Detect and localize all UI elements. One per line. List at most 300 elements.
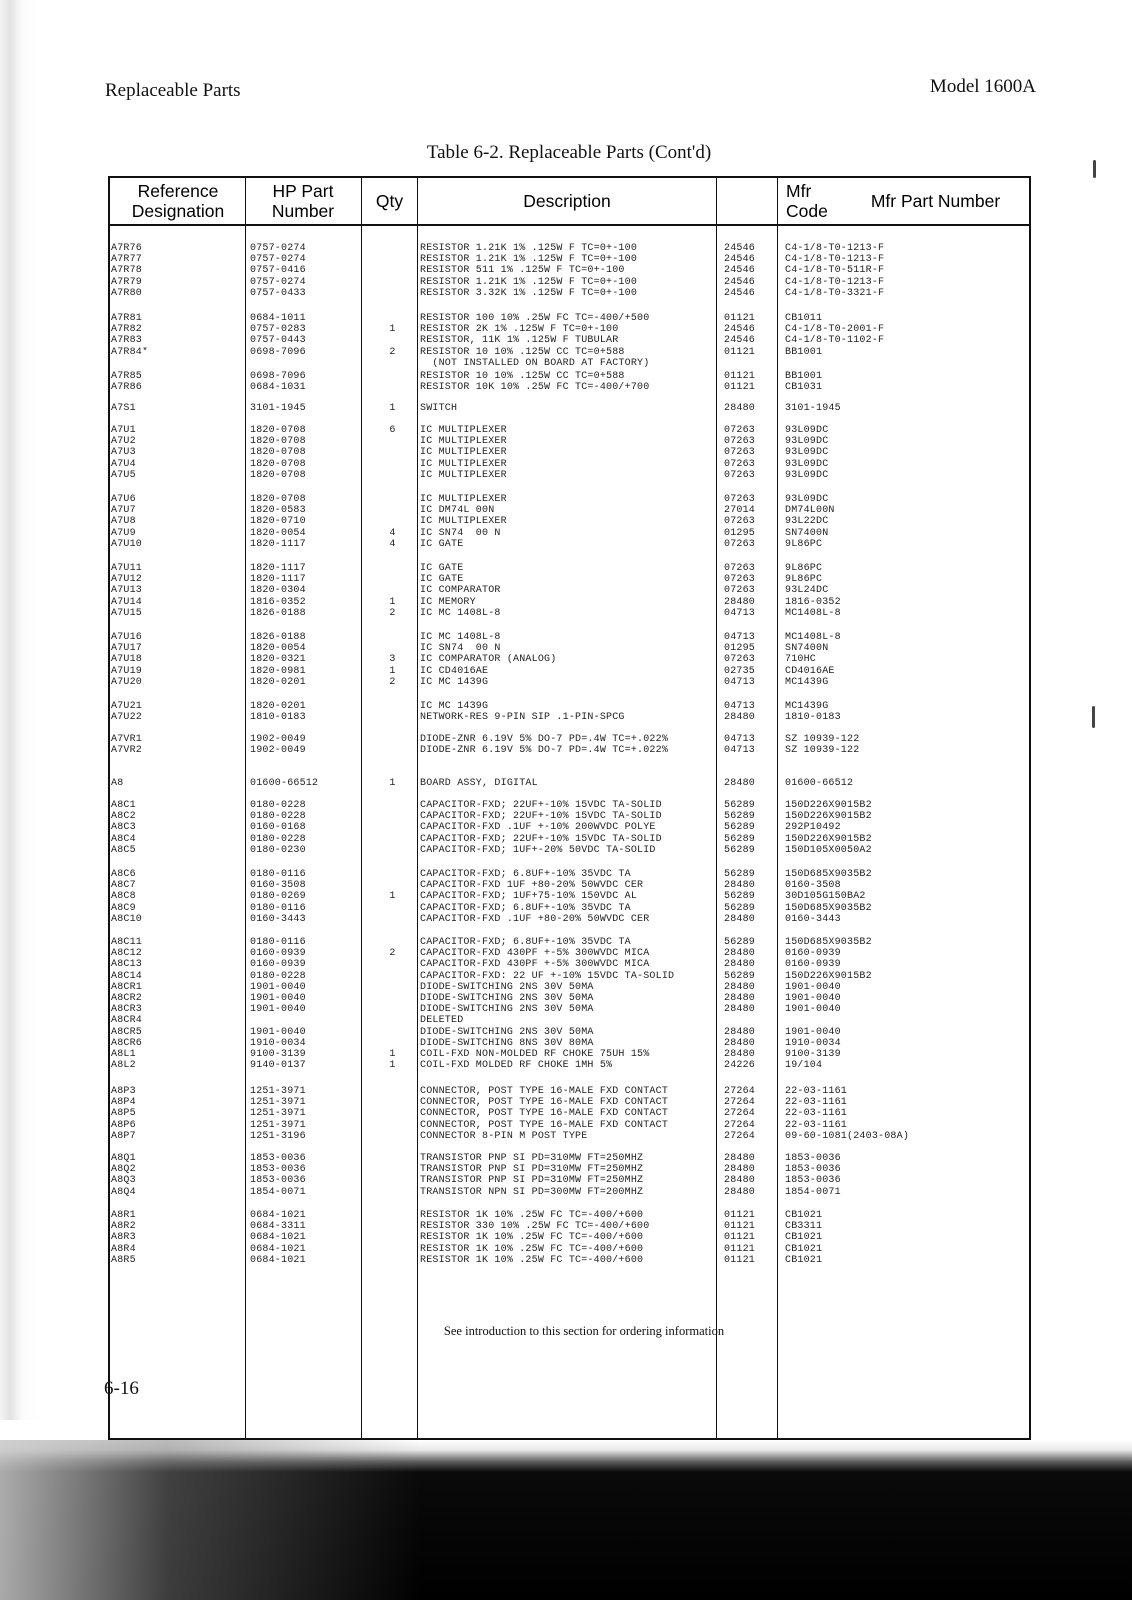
mfr-code: 01121 bbox=[724, 382, 756, 394]
description: CAPACITOR-FXD .1UF +80-20% 50WVDC CER bbox=[420, 913, 650, 925]
ref-designation: A8C14 bbox=[111, 970, 143, 982]
mfr-part-number: BB1001 bbox=[785, 346, 823, 358]
description: IC GATE bbox=[420, 538, 464, 550]
description: RESISTOR 1.21K 1% .125W F TC=0+-100 bbox=[420, 243, 638, 254]
qty: 1 bbox=[389, 778, 396, 789]
ref-designation: A8C9 bbox=[111, 902, 136, 914]
col-header-description: Description bbox=[523, 191, 611, 211]
mfr-code: 04713 bbox=[724, 745, 756, 757]
hp-part-number: 0180-0228 bbox=[250, 970, 306, 982]
scan-edge-shadow bbox=[0, 1440, 1132, 1600]
ref-designation: A8C2 bbox=[111, 811, 136, 823]
hp-part-number: 0698-7096 bbox=[250, 371, 306, 382]
mfr-code: 07263 bbox=[724, 538, 756, 550]
description: IC MULTIPLEXER bbox=[420, 458, 507, 470]
description: IC SN74 00 N bbox=[420, 643, 501, 655]
hp-part-number: 0684-1011 bbox=[250, 313, 306, 324]
hp-part-number: 1901-0040 bbox=[250, 981, 306, 993]
ref-designation: A8C6 bbox=[111, 869, 136, 880]
description: RESISTOR 1K 10% .25W FC TC=-400/+600 bbox=[420, 1243, 644, 1255]
description: IC DM74L 00N bbox=[420, 505, 495, 517]
description: CONNECTOR, POST TYPE 16-MALE FXD CONTACT bbox=[420, 1119, 669, 1131]
mfr-code: 07263 bbox=[724, 447, 756, 459]
mfr-part-number: CB1021 bbox=[785, 1254, 823, 1266]
ref-designation: A7U8 bbox=[111, 516, 136, 528]
hp-part-number: 1251-3971 bbox=[250, 1086, 306, 1097]
hp-part-number: 9140-0137 bbox=[250, 1060, 306, 1072]
mfr-part-number: 1901-0040 bbox=[785, 1026, 841, 1038]
mfr-part-number: 19/104 bbox=[785, 1060, 823, 1072]
mfr-part-number: C4-1/8-T0-1213-F bbox=[785, 276, 885, 288]
mfr-part-number: 9L86PC bbox=[785, 538, 823, 550]
mfr-code: 56289 bbox=[724, 869, 756, 880]
description: IC MC 1408L-8 bbox=[420, 607, 501, 619]
description: CAPACITOR-FXD; 6.8UF+-10% 35VDC TA bbox=[420, 902, 631, 914]
hp-part-number: 9100-3139 bbox=[250, 1048, 306, 1060]
ref-designation: A8P5 bbox=[111, 1108, 136, 1120]
header-rule bbox=[110, 224, 1029, 226]
description: (NOT INSTALLED ON BOARD AT FACTORY) bbox=[420, 357, 650, 369]
description: IC MC 1408L-8 bbox=[420, 632, 501, 643]
mfr-code: 28480 bbox=[724, 880, 756, 892]
hp-part-number: 1820-0583 bbox=[250, 505, 306, 517]
mfr-code: 01295 bbox=[724, 527, 756, 539]
qty: 1 bbox=[389, 891, 396, 903]
mfr-code: 56289 bbox=[724, 902, 756, 914]
model-header: Model 1600A bbox=[929, 76, 1036, 97]
description: IC MULTIPLEXER bbox=[420, 436, 507, 448]
hp-part-number: 1251-3971 bbox=[250, 1119, 306, 1131]
ref-designation: A7R79 bbox=[111, 276, 143, 288]
description: RESISTOR 511 1% .125W F TC=0+-100 bbox=[420, 265, 625, 277]
description: CAPACITOR-FXD; 1UF+75-10% 150VDC AL bbox=[420, 891, 638, 903]
ref-designation: A8CR3 bbox=[111, 1004, 143, 1016]
ref-designation: A7U13 bbox=[111, 585, 143, 597]
mfr-code: 56289 bbox=[724, 822, 756, 834]
mfr-part-number: 9100-3139 bbox=[785, 1048, 841, 1060]
mfr-code: 07263 bbox=[724, 585, 756, 597]
mfr-code: 24546 bbox=[724, 335, 756, 347]
mfr-code: 56289 bbox=[724, 891, 756, 903]
mfr-code: 28480 bbox=[724, 981, 756, 993]
qty: 1 bbox=[389, 596, 396, 608]
description: CAPACITOR-FXD; 6.8UF+-10% 35VDC TA bbox=[420, 869, 631, 880]
scan-mark bbox=[1092, 706, 1095, 728]
hp-part-number: 1820-0708 bbox=[250, 458, 306, 470]
ref-designation: A8C5 bbox=[111, 844, 136, 856]
mfr-part-number: 1853-0036 bbox=[785, 1175, 841, 1187]
mfr-code: 01121 bbox=[724, 1210, 756, 1221]
qty: 1 bbox=[389, 1048, 396, 1060]
description: DIODE-ZNR 6.19V 5% DO-7 PD=.4W TC=+.022% bbox=[420, 734, 669, 745]
description: DIODE-SWITCHING 2NS 30V 50MA bbox=[420, 1026, 594, 1038]
hp-part-number: 1901-0040 bbox=[250, 1026, 306, 1038]
qty: 6 bbox=[389, 425, 396, 436]
ref-designation: A7U21 bbox=[111, 701, 143, 712]
hp-part-number: 1820-0054 bbox=[250, 527, 306, 539]
col-header-hp-part: HP Part Number bbox=[271, 181, 335, 221]
mfr-part-number: 3101-1945 bbox=[785, 403, 841, 414]
ref-designation: A7R82 bbox=[111, 324, 143, 336]
description: RESISTOR 1K 10% .25W FC TC=-400/+600 bbox=[420, 1210, 644, 1221]
hp-part-number: 0757-0433 bbox=[250, 287, 306, 299]
hp-part-number: 1820-1117 bbox=[250, 538, 306, 550]
mfr-code: 28480 bbox=[724, 948, 756, 960]
mfr-code: 28480 bbox=[724, 403, 756, 414]
ref-designation: A8L2 bbox=[111, 1060, 136, 1072]
col-header-qty: Qty bbox=[375, 191, 404, 211]
mfr-code: 07263 bbox=[724, 494, 756, 505]
mfr-code: 27264 bbox=[724, 1108, 756, 1120]
mfr-part-number: 1853-0036 bbox=[785, 1153, 841, 1164]
description: RESISTOR 10K 10% .25W FC TC=-400/+700 bbox=[420, 382, 650, 394]
ref-designation: A7U22 bbox=[111, 712, 143, 724]
ref-designation: A8C1 bbox=[111, 800, 136, 811]
mfr-part-number: 150D226X9015B2 bbox=[785, 811, 872, 823]
mfr-code: 04713 bbox=[724, 676, 756, 688]
hp-part-number: 0684-1021 bbox=[250, 1243, 306, 1255]
description: IC MEMORY bbox=[420, 596, 476, 608]
mfr-code: 07263 bbox=[724, 458, 756, 470]
description: COIL-FXD NON-MOLDED RF CHOKE 75UH 15% bbox=[420, 1048, 650, 1060]
mfr-part-number: 93L09DC bbox=[785, 469, 829, 481]
mfr-part-number: 9L86PC bbox=[785, 574, 823, 586]
qty: 2 bbox=[389, 676, 396, 688]
ref-designation: A8Q1 bbox=[111, 1153, 136, 1164]
mfr-code: 24546 bbox=[724, 265, 756, 277]
description: RESISTOR 1.21K 1% .125W F TC=0+-100 bbox=[420, 254, 638, 266]
mfr-code: 28480 bbox=[724, 1175, 756, 1187]
mfr-code: 07263 bbox=[724, 425, 756, 436]
hp-part-number: 0757-0416 bbox=[250, 265, 306, 277]
mfr-code: 28480 bbox=[724, 992, 756, 1004]
description: CONNECTOR, POST TYPE 16-MALE FXD CONTACT bbox=[420, 1108, 669, 1120]
description: RESISTOR 2K 1% .125W F TC=0+-100 bbox=[420, 324, 619, 336]
mfr-code: 01121 bbox=[724, 313, 756, 324]
description: DIODE-ZNR 6.19V 5% DO-7 PD=.4W TC=+.022% bbox=[420, 745, 669, 757]
ref-designation: A7R84* bbox=[111, 346, 149, 358]
mfr-code: 28480 bbox=[724, 1026, 756, 1038]
ref-designation: A8 bbox=[111, 778, 124, 789]
mfr-part-number: 09-60-1081(2403-08A) bbox=[785, 1130, 910, 1142]
ref-designation: A8R1 bbox=[111, 1210, 136, 1221]
hp-part-number: 1251-3196 bbox=[250, 1130, 306, 1142]
mfr-part-number: SN7400N bbox=[785, 643, 829, 655]
ref-designation: A7U9 bbox=[111, 527, 136, 539]
mfr-code: 56289 bbox=[724, 937, 756, 948]
ref-designation: A8C3 bbox=[111, 822, 136, 834]
description: RESISTOR 3.32K 1% .125W F TC=0+-100 bbox=[420, 287, 638, 299]
description: CONNECTOR, POST TYPE 16-MALE FXD CONTACT bbox=[420, 1086, 669, 1097]
hp-part-number: 1251-3971 bbox=[250, 1097, 306, 1109]
ref-designation: A7R86 bbox=[111, 382, 143, 394]
col-header-reference: Reference Designation bbox=[131, 181, 225, 221]
description: RESISTOR 100 10% .25W FC TC=-400/+500 bbox=[420, 313, 650, 324]
mfr-code: 56289 bbox=[724, 844, 756, 856]
hp-part-number: 1901-0040 bbox=[250, 992, 306, 1004]
mfr-part-number: 150D226X9015B2 bbox=[785, 833, 872, 845]
mfr-part-number: 1901-0040 bbox=[785, 1004, 841, 1016]
mfr-part-number: DM74L00N bbox=[785, 505, 835, 517]
mfr-part-number: 0160-0939 bbox=[785, 959, 841, 971]
mfr-code: 04713 bbox=[724, 632, 756, 643]
mfr-part-number: 710HC bbox=[785, 654, 817, 666]
description: IC MULTIPLEXER bbox=[420, 425, 507, 436]
ref-designation: A7R81 bbox=[111, 313, 143, 324]
col-header-mfr-part: Mfr Part Number bbox=[870, 191, 1001, 211]
mfr-code: 24546 bbox=[724, 243, 756, 254]
description: CAPACITOR-FXD; 6.8UF+-10% 35VDC TA bbox=[420, 937, 631, 948]
mfr-code: 27014 bbox=[724, 505, 756, 517]
mfr-code: 28480 bbox=[724, 778, 756, 789]
ref-designation: A8R3 bbox=[111, 1232, 136, 1244]
mfr-part-number: 1901-0040 bbox=[785, 981, 841, 993]
hp-part-number: 0180-0116 bbox=[250, 869, 306, 880]
mfr-code: 28480 bbox=[724, 1153, 756, 1164]
mfr-code: 28480 bbox=[724, 913, 756, 925]
hp-part-number: 0180-0228 bbox=[250, 800, 306, 811]
hp-part-number: 0757-0274 bbox=[250, 276, 306, 288]
hp-part-number: 0180-0116 bbox=[250, 902, 306, 914]
description: CAPACITOR-FXD; 22UF+-10% 15VDC TA-SOLID bbox=[420, 800, 662, 811]
hp-part-number: 0160-0939 bbox=[250, 959, 306, 971]
hp-part-number: 1826-0188 bbox=[250, 632, 306, 643]
description: CAPACITOR-FXD 430PF +-5% 300WVDC MICA bbox=[420, 948, 650, 960]
hp-part-number: 1820-0201 bbox=[250, 676, 306, 688]
ref-designation: A8C8 bbox=[111, 891, 136, 903]
hp-part-number: 0160-3443 bbox=[250, 913, 306, 925]
mfr-part-number: 1810-0183 bbox=[785, 712, 841, 724]
mfr-code: 56289 bbox=[724, 833, 756, 845]
ref-designation: A8R2 bbox=[111, 1221, 136, 1233]
description: RESISTOR 10 10% .125W CC TC=0+588 bbox=[420, 371, 625, 382]
description: RESISTOR 10 10% .125W CC TC=0+588 bbox=[420, 346, 625, 358]
mfr-part-number: CB1021 bbox=[785, 1232, 823, 1244]
mfr-code: 04713 bbox=[724, 701, 756, 712]
ref-designation: A8P6 bbox=[111, 1119, 136, 1131]
description: CAPACITOR-FXD; 22UF+-10% 15VDC TA-SOLID bbox=[420, 811, 662, 823]
mfr-code: 07263 bbox=[724, 469, 756, 481]
ref-designation: A7U16 bbox=[111, 632, 143, 643]
mfr-part-number: 150D685X9035B2 bbox=[785, 937, 872, 948]
mfr-part-number: 1853-0036 bbox=[785, 1164, 841, 1176]
hp-part-number: 0684-1031 bbox=[250, 382, 306, 394]
table-title: Table 6-2. Replaceable Parts (Cont'd) bbox=[426, 142, 712, 163]
hp-part-number: 1853-0036 bbox=[250, 1164, 306, 1176]
qty: 3 bbox=[389, 654, 396, 666]
mfr-code: 27264 bbox=[724, 1130, 756, 1142]
description: CAPACITOR-FXD; 1UF+-20% 50VDC TA-SOLID bbox=[420, 844, 656, 856]
description: IC MULTIPLEXER bbox=[420, 516, 507, 528]
qty: 1 bbox=[389, 324, 396, 336]
description: CONNECTOR, POST TYPE 16-MALE FXD CONTACT bbox=[420, 1097, 669, 1109]
ref-designation: A7U2 bbox=[111, 436, 136, 448]
qty: 2 bbox=[389, 346, 396, 358]
description: CAPACITOR-FXD; 22UF+-10% 15VDC TA-SOLID bbox=[420, 833, 662, 845]
mfr-code: 56289 bbox=[724, 800, 756, 811]
mfr-code: 27264 bbox=[724, 1086, 756, 1097]
hp-part-number: 1820-1117 bbox=[250, 574, 306, 586]
ref-designation: A8CR1 bbox=[111, 981, 143, 993]
ordering-note: See introduction to this section for ordering information bbox=[443, 1324, 725, 1338]
mfr-code: 27264 bbox=[724, 1097, 756, 1109]
description: RESISTOR 1K 10% .25W FC TC=-400/+600 bbox=[420, 1232, 644, 1244]
col-header-mfr-code: Mfr Code bbox=[786, 181, 828, 221]
hp-part-number: 0757-0274 bbox=[250, 254, 306, 266]
mfr-code: 24226 bbox=[724, 1060, 756, 1072]
hp-part-number: 1820-0708 bbox=[250, 425, 306, 436]
ref-designation: A7U12 bbox=[111, 574, 143, 586]
description: IC MULTIPLEXER bbox=[420, 469, 507, 481]
mfr-part-number: C4-1/8-T0-511R-F bbox=[785, 265, 885, 277]
hp-part-number: 0180-0269 bbox=[250, 891, 306, 903]
ref-designation: A8Q3 bbox=[111, 1175, 136, 1187]
description: IC MC 1439G bbox=[420, 676, 489, 688]
mfr-part-number: MC1408L-8 bbox=[785, 632, 841, 643]
mfr-code: 28480 bbox=[724, 712, 756, 724]
description: DIODE-SWITCHING 2NS 30V 50MA bbox=[420, 992, 594, 1004]
mfr-code: 24546 bbox=[724, 276, 756, 288]
mfr-part-number: CB3311 bbox=[785, 1221, 823, 1233]
ref-designation: A8C12 bbox=[111, 948, 143, 960]
mfr-code: 07263 bbox=[724, 516, 756, 528]
qty: 4 bbox=[389, 538, 396, 550]
hp-part-number: 3101-1945 bbox=[250, 403, 306, 414]
mfr-code: 01121 bbox=[724, 1232, 756, 1244]
mfr-part-number: 150D105X0050A2 bbox=[785, 844, 872, 856]
mfr-part-number: 93L24DC bbox=[785, 585, 829, 597]
mfr-code: 24546 bbox=[724, 287, 756, 299]
hp-part-number: 1251-3971 bbox=[250, 1108, 306, 1120]
description: BOARD ASSY, DIGITAL bbox=[420, 778, 538, 789]
hp-part-number: 0684-1021 bbox=[250, 1210, 306, 1221]
mfr-part-number: 93L22DC bbox=[785, 516, 829, 528]
hp-part-number: 1820-0321 bbox=[250, 654, 306, 666]
description: TRANSISTOR NPN SI PD=300MW FT=200MHZ bbox=[420, 1186, 644, 1198]
mfr-part-number: BB1001 bbox=[785, 371, 823, 382]
description: IC SN74 00 N bbox=[420, 527, 501, 539]
mfr-code: 27264 bbox=[724, 1119, 756, 1131]
mfr-code: 24546 bbox=[724, 324, 756, 336]
mfr-code: 28480 bbox=[724, 959, 756, 971]
section-header: Replaceable Parts bbox=[105, 80, 241, 101]
ref-designation: A7R80 bbox=[111, 287, 143, 299]
description: IC MULTIPLEXER bbox=[420, 447, 507, 459]
column-divider bbox=[417, 178, 418, 1438]
ref-designation: A8CR2 bbox=[111, 992, 143, 1004]
description: CAPACITOR-FXD 430PF +-5% 300WVDC MICA bbox=[420, 959, 650, 971]
ref-designation: A7R85 bbox=[111, 371, 143, 382]
mfr-code: 01295 bbox=[724, 643, 756, 655]
ref-designation: A8P3 bbox=[111, 1086, 136, 1097]
description: IC GATE bbox=[420, 574, 464, 586]
mfr-code: 07263 bbox=[724, 436, 756, 448]
mfr-code: 04713 bbox=[724, 607, 756, 619]
description: RESISTOR, 11K 1% .125W F TUBULAR bbox=[420, 335, 619, 347]
ref-designation: A8CR5 bbox=[111, 1026, 143, 1038]
mfr-code: 07263 bbox=[724, 654, 756, 666]
ref-designation: A7R76 bbox=[111, 243, 143, 254]
ref-designation: A7U11 bbox=[111, 563, 143, 574]
ref-designation: A7U6 bbox=[111, 494, 136, 505]
hp-part-number: 1910-0034 bbox=[250, 1037, 306, 1049]
mfr-part-number: 292P10492 bbox=[785, 822, 841, 834]
qty: 1 bbox=[389, 665, 396, 677]
hp-part-number: 1820-0710 bbox=[250, 516, 306, 528]
scan-binding-shadow bbox=[0, 0, 40, 1420]
mfr-code: 28480 bbox=[724, 1048, 756, 1060]
description: IC GATE bbox=[420, 563, 464, 574]
hp-part-number: 1820-0708 bbox=[250, 436, 306, 448]
ref-designation: A8C13 bbox=[111, 959, 143, 971]
mfr-part-number: C4-1/8-T0-1102-F bbox=[785, 335, 885, 347]
mfr-part-number: 30D105G150BA2 bbox=[785, 891, 866, 903]
hp-part-number: 1826-0188 bbox=[250, 607, 306, 619]
mfr-part-number: SN7400N bbox=[785, 527, 829, 539]
mfr-part-number: 1816-0352 bbox=[785, 596, 841, 608]
mfr-part-number: 93L09DC bbox=[785, 494, 829, 505]
mfr-code: 56289 bbox=[724, 811, 756, 823]
ref-designation: A7U17 bbox=[111, 643, 143, 655]
mfr-part-number: 22-03-1161 bbox=[785, 1119, 848, 1131]
description: TRANSISTOR PNP SI PD=310MW FT=250MHZ bbox=[420, 1175, 644, 1187]
ref-designation: A8P4 bbox=[111, 1097, 136, 1109]
hp-part-number: 1902-0049 bbox=[250, 745, 306, 757]
mfr-part-number: MC1439G bbox=[785, 676, 829, 688]
description: IC MC 1439G bbox=[420, 701, 489, 712]
description: DIODE-SWITCHING 2NS 30V 50MA bbox=[420, 1004, 594, 1016]
ref-designation: A7U18 bbox=[111, 654, 143, 666]
mfr-code: 07263 bbox=[724, 574, 756, 586]
qty: 4 bbox=[389, 527, 396, 539]
mfr-part-number: 01600-66512 bbox=[785, 778, 854, 789]
mfr-part-number: 93L09DC bbox=[785, 458, 829, 470]
ref-designation: A7VR2 bbox=[111, 745, 143, 757]
mfr-code: 28480 bbox=[724, 1186, 756, 1198]
hp-part-number: 1820-0054 bbox=[250, 643, 306, 655]
mfr-part-number: 9L86PC bbox=[785, 563, 823, 574]
mfr-part-number: 150D685X9035B2 bbox=[785, 902, 872, 914]
hp-part-number: 0180-0228 bbox=[250, 833, 306, 845]
ref-designation: A8C10 bbox=[111, 913, 143, 925]
hp-part-number: 1820-0708 bbox=[250, 494, 306, 505]
mfr-code: 01121 bbox=[724, 1221, 756, 1233]
description: IC MULTIPLEXER bbox=[420, 494, 507, 505]
mfr-part-number: 150D226X9015B2 bbox=[785, 800, 872, 811]
hp-part-number: 0757-0443 bbox=[250, 335, 306, 347]
mfr-code: 28480 bbox=[724, 1164, 756, 1176]
description: DELETED bbox=[420, 1015, 464, 1027]
ref-designation: A7U4 bbox=[111, 458, 136, 470]
page-number: 6-16 bbox=[104, 1378, 139, 1399]
mfr-part-number: MC1439G bbox=[785, 701, 829, 712]
ref-designation: A8Q4 bbox=[111, 1186, 136, 1198]
mfr-part-number: C4-1/8-T0-2001-F bbox=[785, 324, 885, 336]
ref-designation: A7R83 bbox=[111, 335, 143, 347]
mfr-part-number: 0160-0939 bbox=[785, 948, 841, 960]
ref-designation: A7U20 bbox=[111, 676, 143, 688]
ref-designation: A8C11 bbox=[111, 937, 143, 948]
mfr-part-number: 1910-0034 bbox=[785, 1037, 841, 1049]
hp-part-number: 0180-0230 bbox=[250, 844, 306, 856]
description: DIODE-SWITCHING 8NS 30V 80MA bbox=[420, 1037, 594, 1049]
qty: 1 bbox=[389, 1060, 396, 1072]
hp-part-number: 1853-0036 bbox=[250, 1153, 306, 1164]
hp-part-number: 0180-0116 bbox=[250, 937, 306, 948]
mfr-part-number: C4-1/8-T0-1213-F bbox=[785, 243, 885, 254]
mfr-code: 28480 bbox=[724, 1037, 756, 1049]
mfr-part-number: CB1021 bbox=[785, 1243, 823, 1255]
